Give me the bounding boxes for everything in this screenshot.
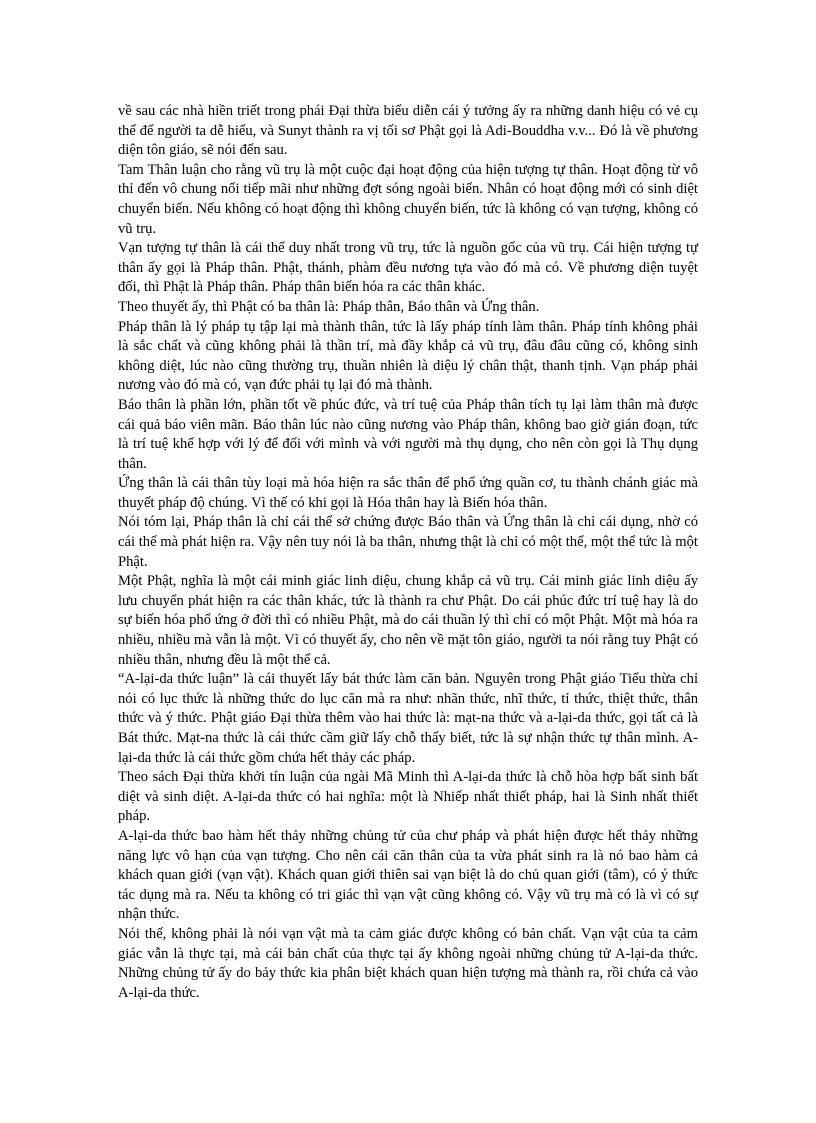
paragraph-12: A-lại-da thức bao hàm hết thảy những chủng tử của chư pháp và phát hiện được hết thảy những năng lực vô hạn của vạn tượng. Cho nên cái căn thân của ta vừa phát sinh ra là nó bao hàm cả khách quan giới (vạn vật). Khách quan giới thiên sai vạn biệt là do chủ quan giới (tâm), có ý thức tác dụng mà ra. Nếu ta không có tri giác thì vạn vật cũng không có. Vậy vũ trụ mà có là vì có sự nhận thức. — [118, 827, 698, 923]
paragraph-9: Một Phật, nghĩa là một cái minh giác linh diệu, chung khắp cả vũ trụ. Cái minh giác linh diệu ấy lưu chuyển phát hiện ra các thân khác, tức là thành ra chư Phật. Do cái phúc đức trí tuệ hay là do sự biến hóa phổ ứng ở đời thì có nhiều Phật, mà do cái thuần lý thì chỉ có một Phật. Một mà hóa ra nhiều, nhiều mà vẫn là một. Vì có thuyết ấy, cho nên về mặt tôn giáo, người ta nói rằng tuy Phật có nhiều thân, nhưng đều là một thể cả. — [118, 573, 698, 668]
paragraph-5: Pháp thân là lý pháp tụ tập lại mà thành thân, tức là lấy pháp tính làm thân. Pháp tính không phải là sắc chất và cũng không phải là thần trí, mà đầy khắp cả vũ trụ, đâu đâu cũng có, không sinh không diệt, lúc nào cũng thường trụ, thuần nhiên là diệu lý chân thật, thanh tịnh. Vạn pháp phải nương vào đó mà có, vạn đức phải tụ lại đó mà thành. — [118, 318, 698, 394]
paragraph-8: Nói tóm lại, Pháp thân là chỉ cái thể sở chứng được Báo thân và Ứng thân là chỉ cái dụng, nhờ có cái thể mà phát hiện ra. Vậy nên tuy nói là ba thân, nhưng thật là chỉ có một thể, một thể tức là một Phật. — [118, 514, 698, 570]
paragraph-2: Tam Thân luận cho rằng vũ trụ là một cuộc đại hoạt động của hiện tượng tự thân. Hoạt động từ vô thỉ đến vô chung nối tiếp mãi như những đợt sóng ngoài biển. Nhân có hoạt động mới có sinh diệt chuyển biến. Nếu không có hoạt động thì không chuyển biến, tức là không có vạn tượng, không có vũ trụ. — [118, 161, 698, 237]
document-page — [118, 102, 698, 1003]
paragraph-10: “A-lại-da thức luận” là cái thuyết lấy bát thức làm căn bản. Nguyên trong Phật giáo Tiểu thừa chỉ nói có lục thức là những thức do lục căn mà ra như: nhãn thức, nhĩ thức, tỉ thức, thiệt thức, thân thức và ý thức. Phật giáo Đại thừa thêm vào hai thức là: mạt-na thức và a-lại-da thức, gọi tất cả là Bát thức. Mạt-na thức là cái thức cầm giữ lấy chỗ thấy biết, tức là sự nhận thức tự thân mình. A-lại-da thức là cái thức gồm chứa hết thảy các pháp. — [118, 671, 698, 766]
paragraph-4: Theo thuyết ấy, thì Phật có ba thân là: Pháp thân, Báo thân và Ứng thân. — [118, 298, 540, 315]
paragraph-11: Theo sách Đại thừa khởi tín luận của ngài Mã Minh thì A-lại-da thức là chỗ hòa hợp bất sinh bất diệt và sinh diệt. A-lại-da thức có hai nghĩa: một là Nhiếp nhất thiết pháp, hai là Sinh nhất thiết pháp. — [118, 769, 698, 825]
paragraph-3: Vạn tượng tự thân là cái thể duy nhất trong vũ trụ, tức là nguồn gốc của vũ trụ. Cái hiện tượng tự thân ấy gọi là Pháp thân. Phật, thánh, phàm đều nương tựa vào đó mà có. Về phương diện tuyệt đối, thì Phật là Pháp thân. Pháp thân biến hóa ra các thân khác. — [118, 240, 698, 296]
paragraph-7: Ứng thân là cái thân tùy loại mà hóa hiện ra sắc thân để phổ ứng quần cơ, tu thành chánh giác mà thuyết pháp độ chúng. Vì thế có khi gọi là Hóa thân hay là Biến hóa thân. — [118, 475, 698, 511]
paragraph-6: Báo thân là phần lớn, phần tốt về phúc đức, và trí tuệ của Pháp thân tích tụ lại làm thân mà được cái quả báo viên mãn. Báo thân lúc nào cũng nương vào Pháp thân, không bao giờ gián đoạn, tức là trí tuệ khế hợp với lý để đối với mình và với người mà thụ dụng, cho nên còn gọi là Thụ dụng thân. — [118, 396, 698, 472]
paragraph-1: về sau các nhà hiền triết trong phái Đại thừa biểu diễn cái ý tưởng ấy ra những danh hiệu có vẻ cụ thể để người ta dễ hiểu, và Sunyt thành ra vị tối sơ Phật gọi là Adi-Bouddha v.v... Đó là về phương diện tôn giáo, sẽ nói đến sau. — [118, 103, 698, 159]
paragraph-13: Nói thế, không phải là nói vạn vật mà ta cảm giác được không có bản chất. Vạn vật của ta cảm giác vẫn là thực tại, mà cái bản chất của thực tại ấy không ngoài những chủng tử A-lại-da thức. Những chủng tử ấy do bảy thức kia phân biệt khách quan hiện tượng mà thành ra, rồi chứa cả vào A-lại-da thức. — [118, 925, 698, 1001]
